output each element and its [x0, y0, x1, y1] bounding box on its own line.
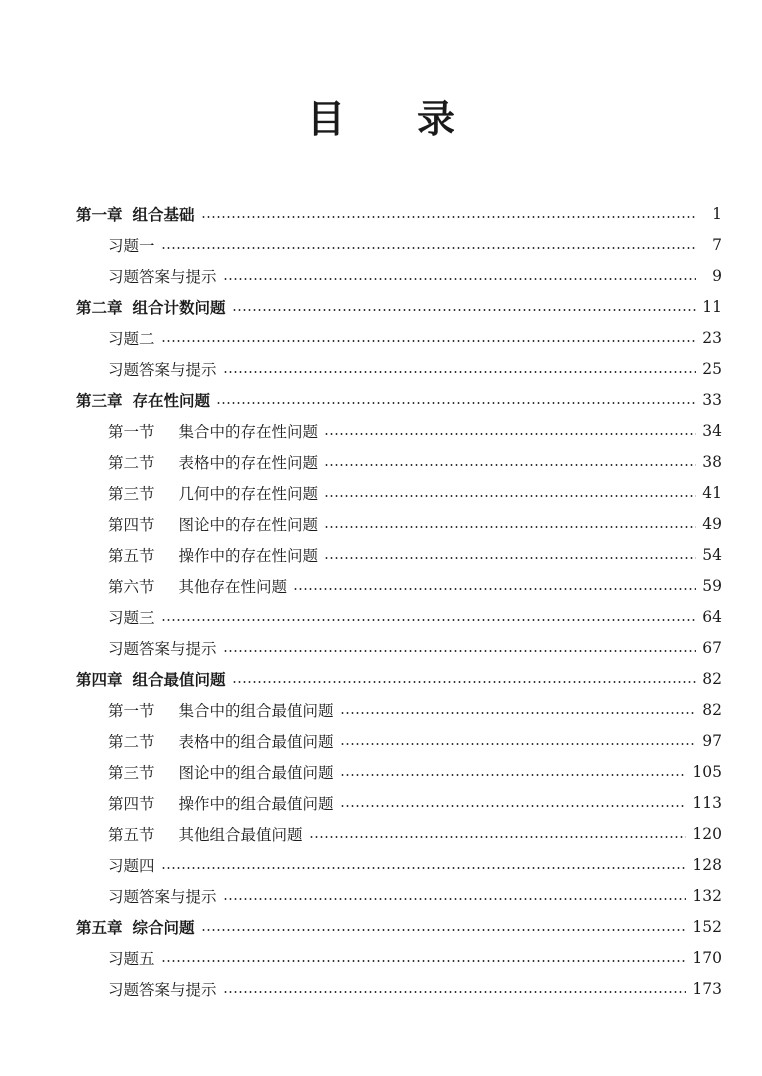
toc-dot-leader: [340, 712, 696, 714]
toc-entry-label: [108, 327, 155, 349]
toc-entry-title: 组合基础: [132, 205, 195, 224]
toc-page-number: 170: [692, 948, 722, 967]
toc-page-number: 82: [702, 669, 722, 688]
toc-entry-title: 习题答案与提示: [108, 980, 217, 999]
toc-section-entry[interactable]: [76, 477, 722, 508]
toc-entry-number: 第五章: [76, 918, 123, 937]
toc-dot-leader: [223, 650, 696, 652]
toc-exercise-entry[interactable]: [76, 601, 722, 632]
toc-dot-leader: [161, 619, 696, 621]
toc-entry-title: 综合问题: [132, 918, 195, 937]
toc-dot-leader: [324, 464, 696, 466]
toc-entry-label: [108, 544, 318, 566]
toc-exercise-entry[interactable]: [76, 229, 722, 260]
toc-section-entry[interactable]: [76, 508, 722, 539]
toc-dot-leader: [309, 836, 687, 838]
toc-page-number: 1: [712, 204, 722, 223]
toc-section-entry[interactable]: [76, 415, 722, 446]
toc-exercise-entry[interactable]: [76, 353, 722, 384]
toc-entry-title: 习题二: [108, 329, 155, 348]
toc-entry-title: 组合最值问题: [132, 670, 226, 689]
toc-dot-leader: [161, 960, 687, 962]
toc-entry-title: 几何中的存在性问题: [178, 484, 319, 503]
toc-page-number: 128: [692, 855, 722, 874]
toc-section-entry[interactable]: [76, 694, 722, 725]
toc-entry-title: 集合中的存在性问题: [178, 422, 319, 441]
toc-entry-title: 习题五: [108, 949, 155, 968]
toc-page-number: 97: [702, 731, 722, 750]
toc-entry-title: 习题四: [108, 856, 155, 875]
toc-entry-title: 存在性问题: [132, 391, 211, 410]
toc-entry-label: [108, 947, 155, 969]
toc-page-number: 25: [702, 359, 722, 378]
toc-dot-leader: [324, 557, 696, 559]
toc-entry-label: [108, 451, 318, 473]
toc-entry-label: [76, 203, 195, 225]
toc-chapter-entry[interactable]: [76, 911, 722, 942]
toc-entry-title: 习题答案与提示: [108, 887, 217, 906]
toc-chapter-entry[interactable]: [76, 198, 722, 229]
toc-page-number: 33: [702, 390, 722, 409]
toc-dot-leader: [324, 433, 696, 435]
toc-section-entry[interactable]: [76, 570, 722, 601]
toc-dot-leader: [324, 526, 696, 528]
toc-entry-number: 第一节: [108, 422, 155, 441]
toc-page-number: 49: [702, 514, 722, 533]
toc-entry-title: 图论中的组合最值问题: [178, 763, 334, 782]
toc-page-number: 82: [702, 700, 722, 719]
toc-entry-title: 习题三: [108, 608, 155, 627]
toc-page-number: 67: [702, 638, 722, 657]
toc-page-number: 59: [702, 576, 722, 595]
toc-entry-label: [108, 761, 334, 783]
toc-entry-title: 组合计数问题: [132, 298, 226, 317]
toc-entry-label: [108, 637, 217, 659]
toc-page-number: 120: [692, 824, 722, 843]
toc-exercise-entry[interactable]: [76, 260, 722, 291]
toc-page-number: 132: [692, 886, 722, 905]
toc-entry-label: [108, 265, 217, 287]
toc-entry-number: 第四节: [108, 794, 155, 813]
toc-page-number: 23: [702, 328, 722, 347]
toc-entry-label: [108, 978, 217, 1000]
toc-entry-label: [108, 420, 318, 442]
toc-dot-leader: [340, 805, 687, 807]
toc-exercise-entry[interactable]: [76, 322, 722, 353]
toc-dot-leader: [223, 278, 696, 280]
toc-page-number: 9: [712, 266, 722, 285]
toc-entry-number: 第六节: [108, 577, 155, 596]
toc-dot-leader: [324, 495, 696, 497]
toc-entry-title: 习题答案与提示: [108, 267, 217, 286]
toc-entry-number: 第二节: [108, 453, 155, 472]
toc-dot-leader: [340, 743, 696, 745]
toc-entry-number: 第三节: [108, 484, 155, 503]
toc-entry-title: 表格中的组合最值问题: [178, 732, 334, 751]
toc-entry-label: [76, 668, 226, 690]
title-char-right: 录: [417, 97, 456, 141]
toc-dot-leader: [232, 309, 696, 311]
toc-entry-number: 第三章: [76, 391, 123, 410]
toc-chapter-entry[interactable]: [76, 663, 722, 694]
toc-page-number: 34: [702, 421, 722, 440]
toc-entry-title: 图论中的存在性问题: [178, 515, 319, 534]
toc-dot-leader: [161, 247, 696, 249]
toc-chapter-entry[interactable]: [76, 291, 722, 322]
toc-entry-label: [108, 482, 318, 504]
toc-entry-label: [76, 916, 195, 938]
toc-page-number: 54: [702, 545, 722, 564]
toc-entry-label: [108, 234, 155, 256]
toc-entry-number: 第一节: [108, 701, 155, 720]
toc-entry-number: 第三节: [108, 763, 155, 782]
toc-dot-leader: [201, 929, 687, 931]
toc-exercise-entry[interactable]: [76, 880, 722, 911]
toc-entry-title: 表格中的存在性问题: [178, 453, 319, 472]
toc-entry-title: 其他组合最值问题: [178, 825, 303, 844]
toc-entry-title: 操作中的组合最值问题: [178, 794, 334, 813]
toc-entry-number: 第四章: [76, 670, 123, 689]
toc-entry-label: [108, 854, 155, 876]
toc-entry-label: [108, 606, 155, 628]
toc-entry-label: [108, 575, 287, 597]
toc-entry-number: 第四节: [108, 515, 155, 534]
toc-entry-title: 集合中的组合最值问题: [178, 701, 334, 720]
page-title: [0, 88, 762, 143]
toc-section-entry[interactable]: [76, 787, 722, 818]
toc-entry-title: 习题答案与提示: [108, 639, 217, 658]
toc-page-number: 152: [692, 917, 722, 936]
toc-dot-leader: [340, 774, 687, 776]
toc-entry-number: 第二节: [108, 732, 155, 751]
toc-dot-leader: [161, 340, 696, 342]
toc-dot-leader: [201, 216, 696, 218]
toc-entry-label: [108, 823, 303, 845]
toc-page-number: 64: [702, 607, 722, 626]
toc-page-number: 113: [692, 793, 722, 812]
toc-entry-label: [108, 513, 318, 535]
toc-page-number: 173: [692, 979, 722, 998]
toc-entry-label: [108, 730, 334, 752]
toc-section-entry[interactable]: [76, 539, 722, 570]
toc-dot-leader: [161, 867, 687, 869]
toc-page-number: 41: [702, 483, 722, 502]
toc-dot-leader: [223, 371, 696, 373]
toc-dot-leader: [223, 898, 687, 900]
toc-entry-title: 习题一: [108, 236, 155, 255]
toc-exercise-entry[interactable]: [76, 849, 722, 880]
toc-entry-number: 第二章: [76, 298, 123, 317]
title-char-left: 目: [306, 97, 345, 141]
toc-page-number: 7: [712, 235, 722, 254]
toc-chapter-entry[interactable]: [76, 384, 722, 415]
toc-section-entry[interactable]: [76, 818, 722, 849]
toc-page-number: 105: [692, 762, 722, 781]
toc-entry-title: 习题答案与提示: [108, 360, 217, 379]
table-of-contents: [76, 198, 722, 1004]
toc-exercise-entry[interactable]: [76, 973, 722, 1004]
toc-entry-label: [76, 296, 226, 318]
toc-dot-leader: [216, 402, 696, 404]
toc-exercise-entry[interactable]: [76, 942, 722, 973]
toc-entry-label: [108, 358, 217, 380]
toc-entry-number: 第五节: [108, 825, 155, 844]
toc-entry-title: 其他存在性问题: [178, 577, 288, 596]
toc-entry-label: [76, 389, 210, 411]
toc-dot-leader: [293, 588, 696, 590]
toc-entry-number: 第五节: [108, 546, 155, 565]
toc-dot-leader: [232, 681, 696, 683]
toc-section-entry[interactable]: [76, 725, 722, 756]
toc-entry-label: [108, 699, 334, 721]
toc-page-number: 11: [702, 297, 722, 316]
toc-entry-label: [108, 885, 217, 907]
toc-exercise-entry[interactable]: [76, 632, 722, 663]
toc-dot-leader: [223, 991, 687, 993]
toc-page-number: 38: [702, 452, 722, 471]
toc-entry-title: 操作中的存在性问题: [178, 546, 319, 565]
toc-entry-label: [108, 792, 334, 814]
toc-section-entry[interactable]: [76, 756, 722, 787]
toc-entry-number: 第一章: [76, 205, 123, 224]
toc-section-entry[interactable]: [76, 446, 722, 477]
